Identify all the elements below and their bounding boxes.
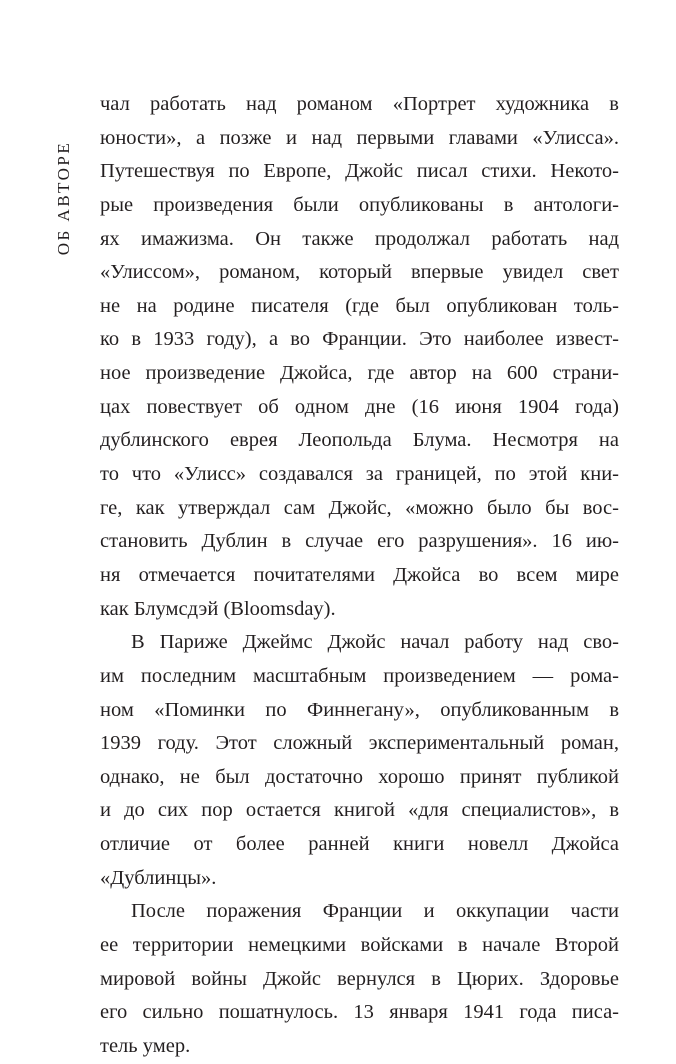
text-line: тель умер. <box>100 1034 191 1057</box>
text-line: В Париже Джеймс Джойс начал работу над сво- <box>131 631 619 654</box>
text-line: Путешествуя по Европе, Джойс писал стихи. Некото- <box>100 160 619 183</box>
text-line: ном «Поминки по Финнегану», опубликованным в <box>100 698 619 721</box>
text-line: однако, не был достаточно хорошо принят публикой <box>100 765 619 788</box>
text-line: цах повествует об одном дне (16 июня 1904 года) <box>100 395 619 418</box>
text-line: чал работать над романом «Портрет художника в <box>100 93 619 115</box>
body-text <box>100 88 619 1064</box>
text-line: «Дублинцы». <box>100 866 217 889</box>
text-line: им последним масштабным произведением — рома- <box>100 664 619 687</box>
text-line: 1939 году. Этот сложный экспериментальный роман, <box>100 732 619 755</box>
text-line: как Блумсдэй (Bloomsday). <box>100 597 336 620</box>
text-line: то что «Улисс» создавался за границей, по этой кни- <box>100 463 619 486</box>
text-line: отличие от более ранней книги новелл Джойса <box>100 833 619 856</box>
text-line: ях имажизма. Он также продолжал работать над <box>100 227 619 250</box>
text-line: ко в 1933 году), а во Франции. Это наиболее извест- <box>100 328 619 351</box>
text-line: ное произведение Джойса, где автор на 600 страни- <box>100 362 619 385</box>
text-line: После поражения Франции и оккупации части <box>131 900 619 923</box>
running-head <box>52 118 76 278</box>
text-line: ее территории немецкими войсками в начале Второй <box>100 934 619 957</box>
text-line: становить Дублин в случае его разрушения». 16 ию- <box>100 530 619 553</box>
text-line: ге, как утверждал сам Джойс, «можно было бы вос- <box>100 496 619 519</box>
text-line: «Улиссом», романом, который впервые увидел свет <box>100 261 619 284</box>
text-line: его сильно пошатнулось. 13 января 1941 года писа- <box>100 1001 619 1024</box>
text-line: не на родине писателя (где был опубликован толь- <box>100 294 619 317</box>
text-line: и до сих пор остается книгой «для специалистов», в <box>100 799 619 822</box>
text-line: дублинского еврея Леопольда Блума. Несмотря на <box>100 429 619 452</box>
text-line: ня отмечается почитателями Джойса во всем мире <box>100 563 619 586</box>
text-line: рые произведения были опубликованы в антологи- <box>100 193 619 216</box>
text-line: мировой войны Джойс вернулся в Цюрих. Здоровье <box>100 967 619 990</box>
text-line: юности», а позже и над первыми главами «Улисса». <box>100 126 619 149</box>
running-head-label: ОБ АВТОРЕ <box>54 140 73 256</box>
